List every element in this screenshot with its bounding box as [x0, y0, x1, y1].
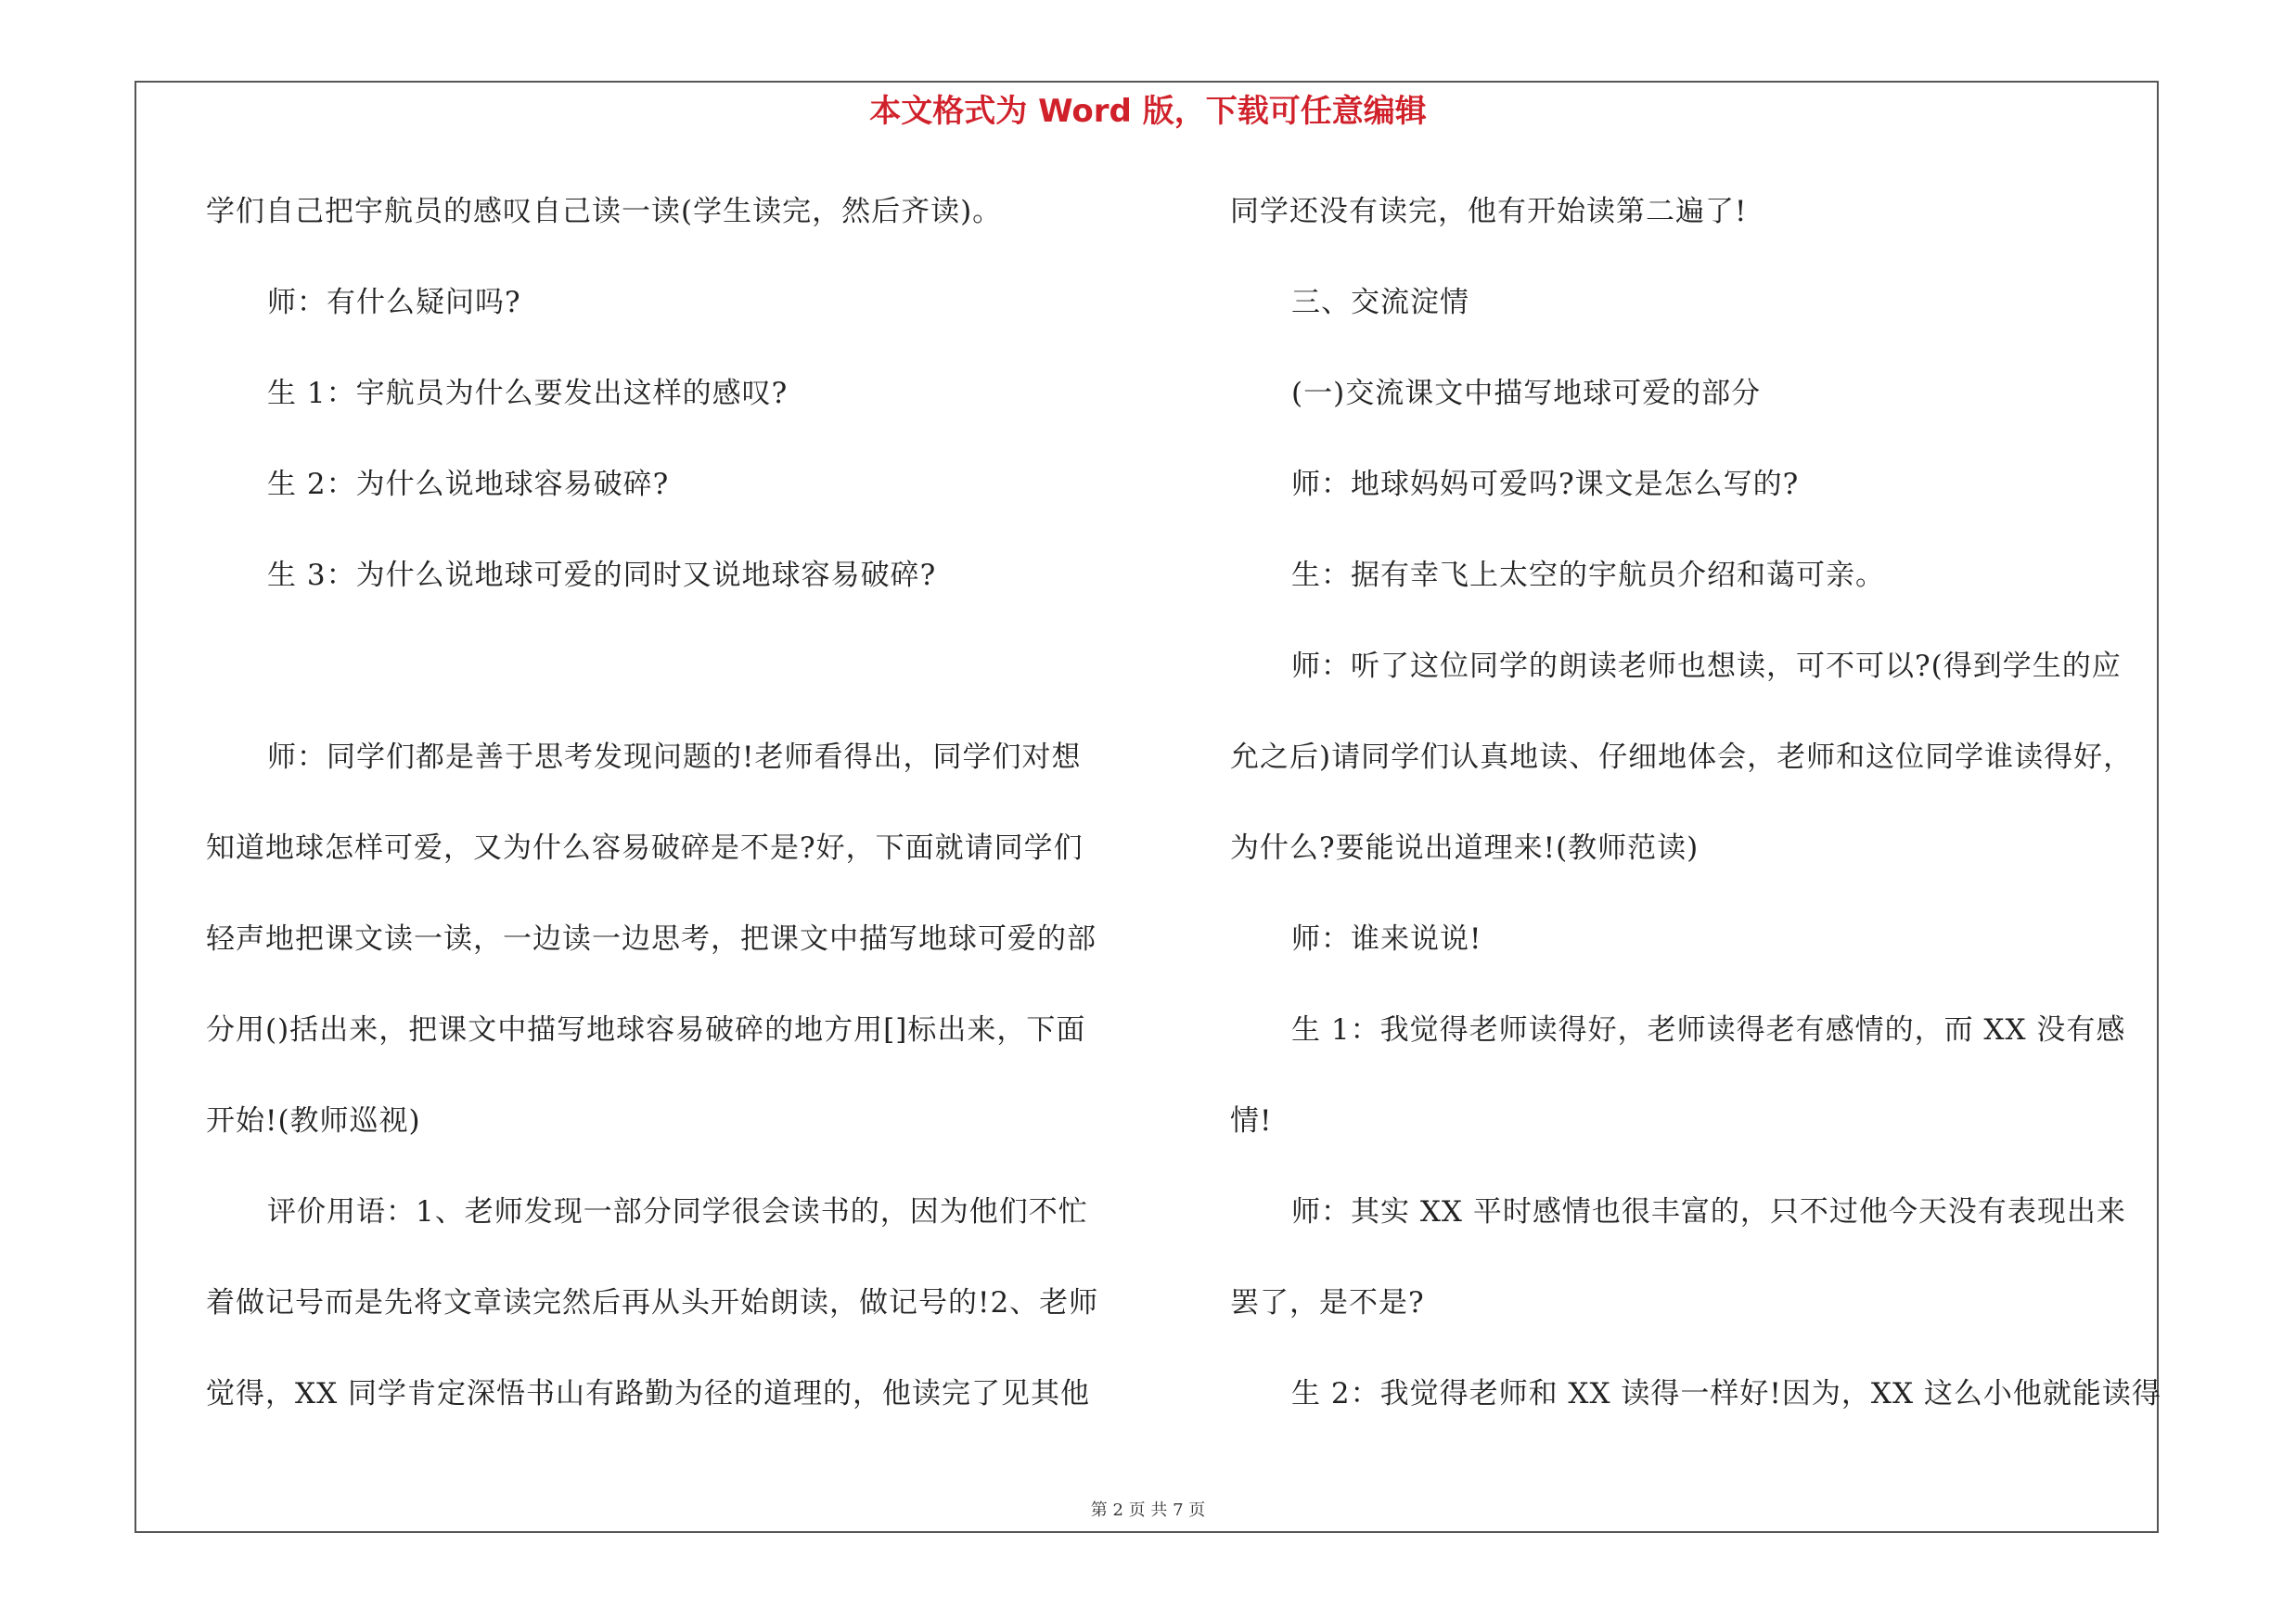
- text-line: 师：谁来说说!: [1291, 922, 1482, 956]
- text-line: 轻声地把课文读一读，一边读一边思考，把课文中描写地球可爱的部: [206, 922, 1097, 956]
- word-format-banner: 本文格式为 Word 版，下载可任意编辑: [869, 93, 1427, 130]
- text-line: 为什么?要能说出道理来!(教师范读): [1230, 831, 1700, 865]
- text-line: 分用()括出来，把课文中描写地球容易破碎的地方用[]标出来，下面: [206, 1013, 1086, 1047]
- text-line: 生 3：为什么说地球可爱的同时又说地球容易破碎?: [267, 559, 937, 592]
- text-line: 学们自己把宇航员的感叹自己读一读(学生读完，然后齐读)。: [206, 195, 1003, 228]
- text-line: 生 1：宇航员为什么要发出这样的感叹?: [267, 377, 789, 410]
- text-line: 三、交流淀情: [1291, 286, 1469, 319]
- text-line: 着做记号而是先将文章读完然后再从头开始朗读，做记号的!2、老师: [206, 1286, 1099, 1320]
- text-line: 觉得，XX 同学肯定深悟书山有路勤为径的道理的，他读完了见其他: [206, 1377, 1090, 1410]
- text-line: 师：听了这位同学的朗读老师也想读，可不可以?(得到学生的应: [1291, 650, 2122, 683]
- text-line: (一)交流课文中描写地球可爱的部分: [1291, 377, 1762, 410]
- text-line: 生 1：我觉得老师读得好，老师读得老有感情的，而 XX 没有感: [1291, 1013, 2126, 1047]
- text-line: 师：地球妈妈可爱吗?课文是怎么写的?: [1291, 468, 1800, 501]
- text-line: 同学还没有读完，他有开始读第二遍了!: [1230, 195, 1748, 228]
- text-line: 生 2：为什么说地球容易破碎?: [267, 468, 670, 501]
- text-line: 开始!(教师巡视): [206, 1104, 421, 1138]
- text-line: 师：有什么疑问吗?: [267, 286, 521, 319]
- text-line: 评价用语：1、老师发现一部分同学很会读书的，因为他们不忙: [267, 1195, 1088, 1229]
- text-line: 允之后)请同学们认真地读、仔细地体会，老师和这位同学谁读得好，: [1230, 741, 2134, 774]
- text-line: 生：据有幸飞上太空的宇航员介绍和蔼可亲。: [1291, 559, 1885, 592]
- text-line: 师：同学们都是善于思考发现问题的!老师看得出，同学们对想: [267, 741, 1082, 774]
- text-line: 知道地球怎样可爱，又为什么容易破碎是不是?好，下面就请同学们: [206, 831, 1084, 865]
- page-number: 第 2 页 共 7 页: [1090, 1501, 1206, 1520]
- text-line: 师：其实 XX 平时感情也很丰富的，只不过他今天没有表现出来: [1291, 1195, 2126, 1229]
- text-line: 情!: [1230, 1104, 1273, 1138]
- text-line: 生 2：我觉得老师和 XX 读得一样好!因为，XX 这么小他就能读得: [1291, 1377, 2161, 1410]
- text-line: 罢了，是不是?: [1230, 1286, 1425, 1320]
